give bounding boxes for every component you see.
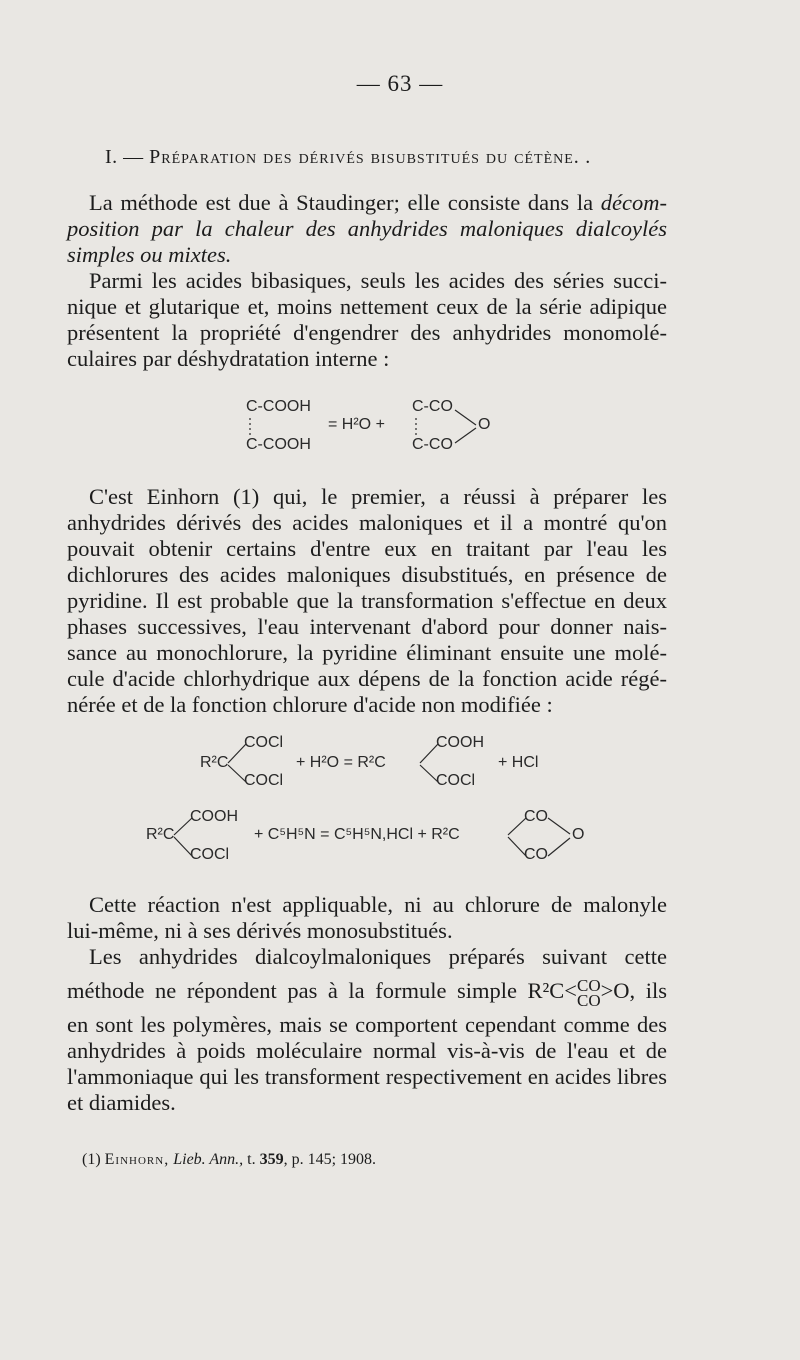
- bond-line: [508, 818, 526, 835]
- paragraph-line: Parmi les acides bibasiques, seuls les acides des séries succi-: [89, 268, 667, 293]
- eq1-left-bottom: C-COOH: [246, 436, 311, 453]
- paragraph-line: l'ammoniaque qui les transforment respectivement en acides libres: [67, 1064, 667, 1089]
- bond-line: [420, 744, 438, 763]
- paragraph-line: pouvait obtenir certains d'entre eux en traitant par l'eau les: [67, 536, 667, 561]
- paragraph-line: et diamides.: [67, 1090, 176, 1115]
- eq2-r1: R²C: [200, 754, 229, 771]
- eq1-left-top: C-COOH: [246, 398, 311, 415]
- paragraph-line: en sont les polymères, mais se comportent cependant comme des: [67, 1012, 667, 1037]
- inline-fraction: CO CO: [576, 975, 601, 1010]
- paragraph-4: [67, 892, 667, 944]
- bond-line: [174, 837, 192, 856]
- paragraph-line: Les anhydrides dialcoylmaloniques préparés suivant cette: [89, 944, 667, 969]
- eq3-bottom2: CO: [524, 846, 548, 863]
- paragraph-line: présentent la propriété d'engendrer des anhydrides monomolé-: [67, 320, 667, 345]
- page-number: — 63 —: [356, 71, 444, 96]
- eq2-bottom1: COCl: [244, 772, 284, 789]
- paragraph-line: simples ou mixtes.: [67, 242, 232, 267]
- eq2-bottom2: COCl: [436, 772, 476, 789]
- paragraph-line: position par la chaleur des anhydrides maloniques dialcoylés: [67, 216, 667, 241]
- bond-line: [548, 838, 570, 856]
- paragraph-line: dichlorures des acides maloniques disubstitués, en présence de: [67, 562, 667, 587]
- bond-line: [548, 818, 570, 834]
- section-title: Préparation des dérivés bisubstitués du cétène.: [149, 146, 580, 168]
- eq3-top1: COOH: [190, 808, 238, 825]
- paragraph-line: La méthode est due à Staudinger; elle consiste dans la décom-: [89, 190, 667, 215]
- section-trailing: .: [579, 146, 591, 168]
- eq1-oxygen: O: [478, 416, 491, 433]
- bond-line: [455, 428, 476, 443]
- bond-line: [228, 744, 246, 763]
- footnote: (1) Einhorn, Lieb. Ann., t. 359, p. 145; 1908.: [82, 1151, 377, 1168]
- eq3-top2: CO: [524, 808, 548, 825]
- paragraph-line: phases successives, l'eau intervenant d'abord pour donner nais-: [67, 614, 667, 639]
- eq2-end: + HCl: [498, 754, 539, 771]
- paragraph-5: [67, 944, 667, 1116]
- eq3-oxygen: O: [572, 826, 585, 843]
- eq2-middle: + H²O = R²C: [296, 754, 386, 771]
- bond-line: [455, 410, 476, 425]
- section-number: I. —: [105, 146, 150, 168]
- paragraph-line: culaires par déshydratation interne :: [67, 346, 390, 371]
- paragraph-line: C'est Einhorn (1) qui, le premier, a réussi à préparer les: [89, 484, 667, 509]
- paragraph-line: Cette réaction n'est appliquable, ni au chlorure de malonyle: [89, 892, 667, 917]
- paragraph-line: cule d'acide chlorhydrique aux dépens de la fonction acide régé-: [67, 666, 667, 691]
- paragraph-line: nérée et de la fonction chlorure d'acide non modifiée :: [67, 692, 553, 717]
- eq2-top1: COCl: [244, 734, 284, 751]
- bond-line: [174, 818, 192, 835]
- paragraph-line: lui-même, ni à ses dérivés monosubstitués.: [67, 918, 453, 943]
- paragraph-line: sance au monochlorure, la pyridine éliminant ensuite une molé-: [67, 640, 667, 665]
- eq3-middle: + C⁵H⁵N = C⁵H⁵N,HCl + R²C: [254, 826, 460, 843]
- paragraph-line: pyridine. Il est probable que la transformation s'effectue en deux: [67, 588, 667, 613]
- paragraph-line-formula: méthode ne répondent pas à la formule simple R²C<CO CO>O, ils: [67, 975, 667, 1010]
- eq2-top2: COOH: [436, 734, 484, 751]
- eq3-bottom1: COCl: [190, 846, 230, 863]
- eq1-right-top: C-CO: [412, 398, 453, 415]
- eq1-right-bottom: C-CO: [412, 436, 453, 453]
- eq1-middle: = H²O +: [328, 416, 385, 433]
- paragraph-line: anhydrides dérivés des acides maloniques et il a montré qu'on: [67, 510, 667, 535]
- paragraph-line: nique et glutarique et, moins nettement ceux de la série adipique: [67, 294, 667, 319]
- bond-line: [508, 837, 526, 856]
- eq3-r1: R²C: [146, 826, 175, 843]
- bond-line: [420, 765, 438, 782]
- paragraph-line: anhydrides à poids moléculaire normal vis-à-vis de l'eau et de: [67, 1038, 667, 1063]
- bond-line: [228, 765, 246, 782]
